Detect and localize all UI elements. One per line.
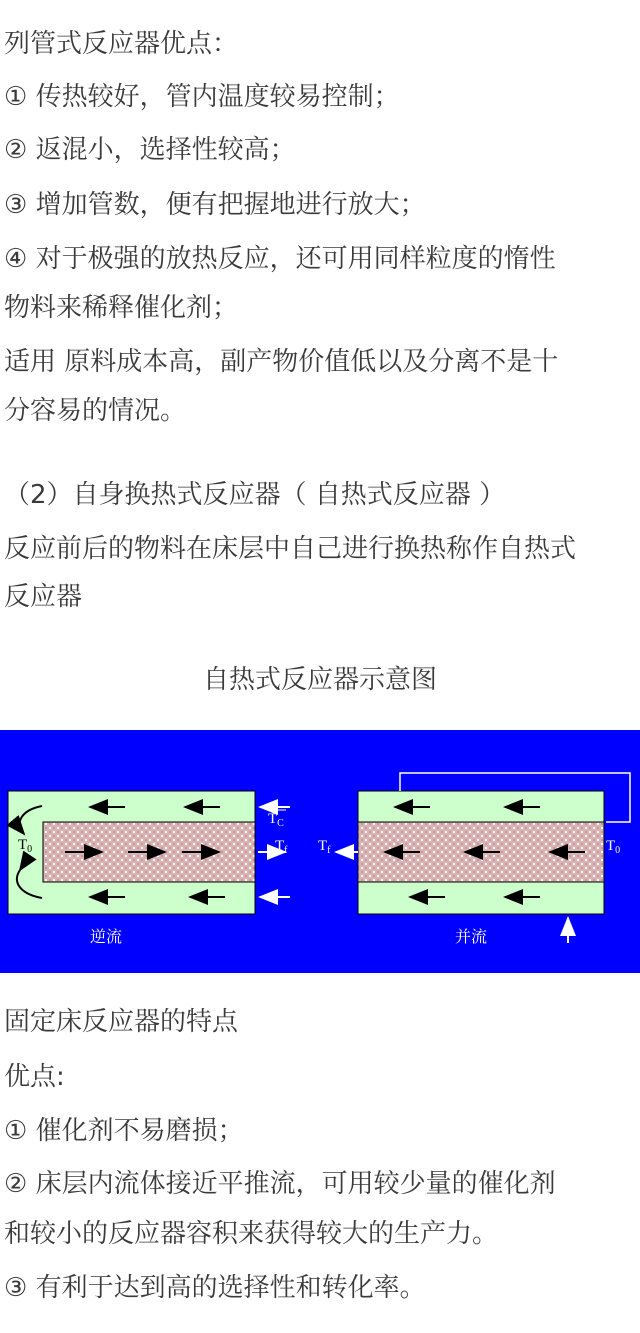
cocurrent-label: 并流 (455, 927, 488, 946)
text-line-3: ② 返混小，选择性较高； (4, 135, 296, 165)
text-line-15: ② 床层内流体接近平推流，可用较少量的催化剂 (4, 1169, 556, 1199)
text-line-2: ① 传热较好，管内温度较易控制； (4, 82, 400, 112)
text-line-1: 列管式反应器优点： (4, 29, 239, 59)
text-line-17: ③ 有利于达到高的选择性和转化率。 (4, 1273, 426, 1303)
tf-label: $T_f$ (275, 838, 288, 856)
t0-label: $T_0$ (606, 838, 621, 856)
text-line-8: 分容易的情况。 (4, 396, 187, 426)
text-line-16: 和较小的反应器容积来获得较大的生产力。 (4, 1219, 499, 1249)
tf-label: $T_f$ (318, 838, 331, 856)
text-line-5: ④ 对于极强的放热反应，还可用同样粒度的惰性 (4, 244, 556, 274)
text-line-10: 反应前后的物料在床层中自己进行换热称作自热式 (4, 534, 577, 564)
t0-label: $T_0$ (18, 837, 33, 855)
cocurrent-reactor (318, 773, 630, 946)
text-line-13: 优点: (4, 1062, 65, 1092)
text-line-11: 反应器 (4, 582, 83, 612)
text-line-4: ③ 增加管数，便有把握地进行放大； (4, 190, 426, 220)
section-heading-2: 固定床反应器的特点 (4, 1007, 239, 1037)
text-line-6: 物料来稀释催化剂； (4, 293, 239, 323)
countercurrent-label: 逆流 (90, 927, 123, 946)
tc-label: $T_C$ (268, 811, 284, 829)
figure-caption: 自热式反应器示意图 (202, 665, 437, 695)
reactor-diagram (0, 730, 640, 973)
section-heading: （2）自身换热式反应器（ 自热式反应器 ） (4, 480, 506, 510)
text-line-14: ① 催化剂不易磨损； (4, 1116, 244, 1146)
countercurrent-reactor (8, 791, 290, 946)
text-line-7: 适用 原料成本高，副产物价值低以及分离不是十 (4, 347, 559, 377)
